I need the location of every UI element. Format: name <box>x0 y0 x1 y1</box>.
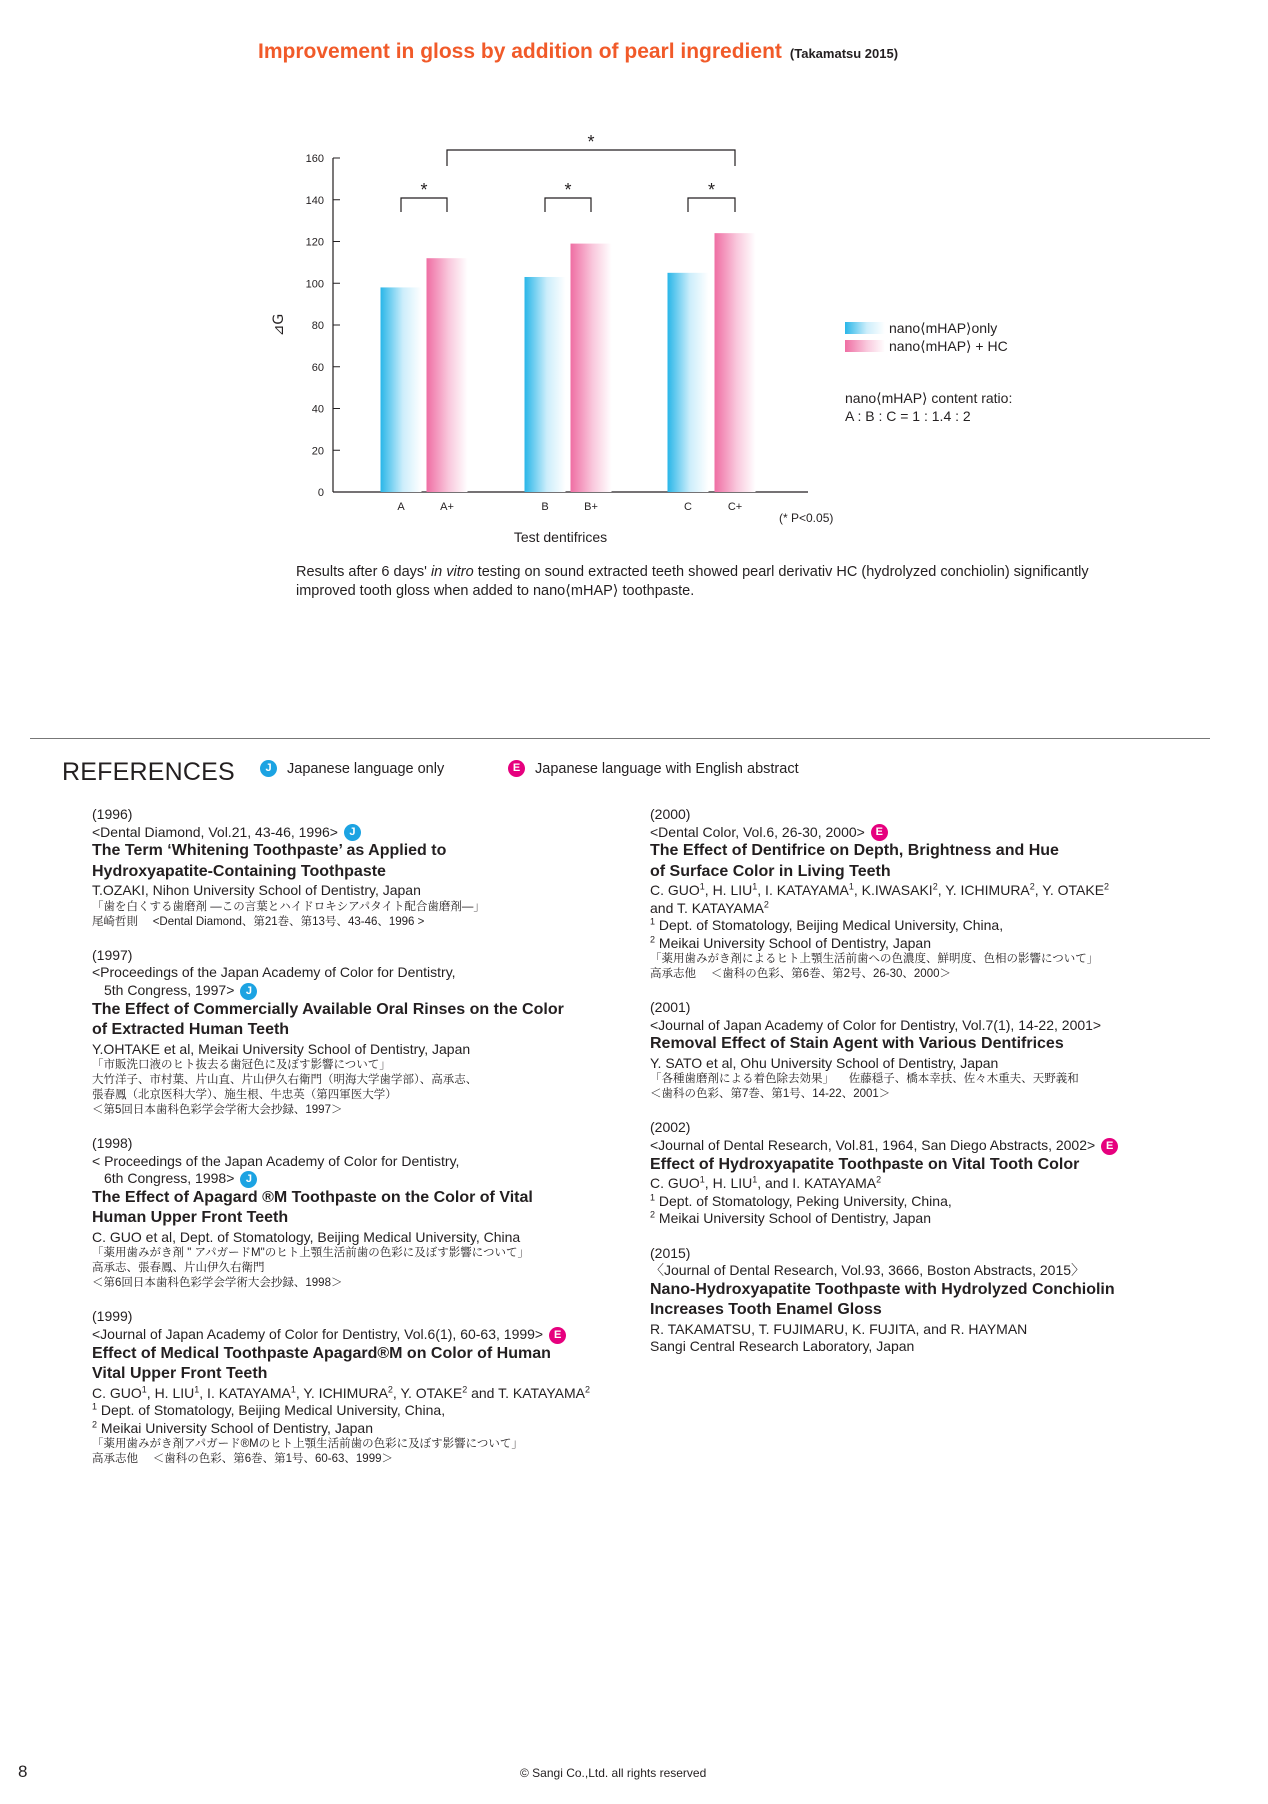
j-badge-icon: J <box>240 1171 257 1188</box>
significance-bracket <box>401 198 447 212</box>
reference-year: (1997) <box>92 946 133 963</box>
reference-affiliation: $^1$ Dept. of Stomatology, Beijing Medical University, China, <box>92 1401 446 1419</box>
references-right-column <box>650 806 1210 1373</box>
bar-b <box>525 277 566 492</box>
reference-title: Vital Upper Front Teeth <box>92 1365 268 1383</box>
significance-bracket <box>688 198 735 212</box>
reference-japanese-text: 「薬用歯みがき剤アパガード®Mのヒト上顎生活前歯の色彩に及ぼす影響について」 <box>92 1438 523 1451</box>
x-tick-label: B <box>541 501 549 513</box>
significance-star: * <box>420 180 428 200</box>
reference-source: <Proceedings of the Japan Academy of Color for Dentistry, <box>92 964 456 981</box>
references-heading: REFERENCES <box>62 758 235 786</box>
reference-japanese-text: 「市販洗口液のヒト抜去る歯冠色に及ぼす影響について」 <box>92 1059 391 1072</box>
page-number: 8 <box>18 1762 28 1781</box>
y-tick-label: 20 <box>311 445 324 458</box>
chart-caption <box>296 563 1116 601</box>
figure-title-main: Improvement in gloss by addition of pearl ingredient <box>258 40 782 63</box>
reference-year: (1996) <box>92 806 133 822</box>
e-badge-icon: E <box>1101 1138 1118 1155</box>
j-badge-icon: J <box>240 983 257 1000</box>
significance-bracket <box>545 198 591 212</box>
caption-text-end: testing on sound extracted teeth showed pearl derivativ HC (hydrolyzed conchiolin) significantly improved tooth gloss when added to nano⟨mHAP⟩ toothpaste. <box>296 564 1089 599</box>
bar-b-plus <box>571 244 612 492</box>
e-badge-icon: E <box>549 1327 566 1344</box>
reference-title: Removal Effect of Stain Agent with Various Dentifrices <box>650 1035 1064 1053</box>
reference-japanese-text: 「歯を白くする歯磨剤 ―この言葉とハイドロキシアパタイト配合歯磨剤―」 <box>92 900 485 913</box>
reference-entry <box>650 806 1210 982</box>
reference-affiliation: $^1$ Dept. of Stomatology, Peking University, China, <box>650 1191 952 1209</box>
reference-title: The Effect of Dentifrice on Depth, Brightness and Hue <box>650 842 1059 860</box>
reference-japanese-text: 張春鳳（北京医科大学）、施生根、牛忠英（第四軍医大学） <box>92 1089 397 1102</box>
reference-entry <box>650 1245 1210 1356</box>
e-badge-icon: E <box>508 760 525 777</box>
reference-japanese-text: ＜歯科の色彩、第7巻、第1号、14-22、2001＞ <box>650 1088 891 1101</box>
y-tick-label: 160 <box>305 153 324 165</box>
e-badge-icon: E <box>871 824 888 841</box>
reference-japanese-text: 「各種歯磨剤による着色除去効果」 佐藤穏子、橋本幸扶、佐々木重夫、天野義和 <box>650 1073 1079 1086</box>
x-axis-label: Test dentifrices <box>513 529 608 545</box>
x-tick-label: C <box>684 501 692 513</box>
reference-japanese-text: 尾崎哲則 <Dental Diamond、第21巻、第13号、43-46、1996 > <box>92 915 425 928</box>
section-divider <box>30 738 1210 739</box>
reference-source: 〈Journal of Dental Research, Vol.93, 3666, Boston Abstracts, 2015〉 <box>650 1262 1086 1279</box>
legend-swatch-1 <box>845 322 885 334</box>
references-left-column <box>92 806 632 1484</box>
x-tick-label: B+ <box>584 501 598 513</box>
reference-source: <Journal of Dental Research, Vol.81, 1964, San Diego Abstracts, 2002> E <box>650 1137 1210 1155</box>
affiliation-text: Meikai University School of Dentistry, Japan <box>100 1419 373 1436</box>
bar-c-plus <box>715 233 756 492</box>
reference-source-cont: 6th Congress, 1998> J <box>92 1170 632 1188</box>
reference-source: <Dental Color, Vol.6, 26-30, 2000> E <box>650 824 1210 842</box>
reference-title: Increases Tooth Enamel Gloss <box>650 1301 882 1319</box>
legend-english-abstract <box>508 760 799 777</box>
reference-entry <box>92 806 632 930</box>
x-tick-label: A+ <box>440 501 454 513</box>
reference-entry <box>92 1308 632 1467</box>
reference-year: (2001) <box>650 999 691 1016</box>
reference-title: The Term ‘Whitening Toothpaste’ as Applied to <box>92 842 447 860</box>
reference-japanese-text: 「薬用歯みがき剤によるヒト上顎生活前歯への色濃度、鮮明度、色相の影響について」 <box>650 953 1099 966</box>
reference-title: The Effect of Commercially Available Oral Rinses on the Color <box>92 1000 564 1018</box>
reference-authors: C. GUO$^1$, H. LIU$^1$, I. KATAYAMA$^1$, Y. ICHIMURA$^2$, Y. OTAKE$^2$ and T. KATAYAMA$^2$ <box>92 1384 590 1401</box>
reference-entry <box>92 947 632 1118</box>
reference-affiliation: $^2$ Meikai University School of Dentistry, Japan <box>650 934 931 951</box>
reference-authors: Y. SATO et al, Ohu University School of Dentistry, Japan <box>650 1054 999 1071</box>
reference-source: <Journal of Japan Academy of Color for Dentistry, Vol.6(1), 60-63, 1999> E <box>92 1326 632 1344</box>
reference-year: (2015) <box>650 1244 691 1261</box>
reference-affiliation: $^1$ Dept. of Stomatology, Beijing Medical University, China, <box>650 916 1004 934</box>
reference-title: Nano-Hydroxyapatite Toothpaste with Hydrolyzed Conchiolin <box>650 1280 1115 1298</box>
reference-japanese-text: 高承志他 ＜歯科の色彩、第6巻、第1号、60-63、1999＞ <box>92 1453 393 1466</box>
reference-title: Hydroxyapatite-Containing Toothpaste <box>92 862 386 880</box>
reference-authors: T.OZAKI, Nihon University School of Dentistry, Japan <box>92 882 421 899</box>
y-tick-label: 100 <box>305 278 324 291</box>
legend-label-2: nano⟨mHAP⟩ + HC <box>889 338 1008 354</box>
reference-year: (2000) <box>650 806 691 822</box>
reference-japanese-text: 大竹洋子、市村葉、片山直、片山伊久右衛門（明海大学歯学部）、高承志、 <box>92 1074 478 1087</box>
reference-affiliation: Sangi Central Research Laboratory, Japan <box>650 1338 915 1355</box>
affiliation-text: Dept. of Stomatology, Beijing Medical University, China, <box>658 917 1004 934</box>
affiliation-text: Dept. of Stomatology, Beijing Medical University, China, <box>100 1402 446 1419</box>
affiliation-text: Dept. of Stomatology, Peking University, China, <box>658 1192 952 1209</box>
significance-star: * <box>564 180 572 200</box>
reference-title: Effect of Hydroxyapatite Toothpaste on Vital Tooth Color <box>650 1155 1080 1173</box>
j-badge-icon: J <box>344 824 361 841</box>
reference-title: Effect of Medical Toothpaste Apagard®M on Color of Human <box>92 1344 551 1362</box>
reference-entry <box>650 999 1210 1102</box>
significance-star: * <box>707 180 716 200</box>
reference-japanese-text: 「薬用歯みがき剤 " アパガードM"のヒト上顎生活前歯の色彩に及ぼす影響について」 <box>92 1247 529 1260</box>
reference-japanese-text: 高承志、張春鳳、片山伊久右衛門 <box>92 1262 265 1275</box>
legend-label-1: nano⟨mHAP⟩only <box>889 320 998 336</box>
y-tick-label: 0 <box>317 487 324 499</box>
y-tick-label: 120 <box>305 236 324 249</box>
x-tick-label: C+ <box>727 501 743 513</box>
reference-year: (1998) <box>92 1135 133 1152</box>
y-tick-label: 40 <box>311 403 324 416</box>
reference-title: Human Upper Front Teeth <box>92 1209 289 1227</box>
significance-star: * <box>587 132 595 152</box>
legend-swatch-2 <box>845 340 885 352</box>
reference-japanese-text: ＜第6回日本歯科色彩学会学術大会抄録、1998＞ <box>92 1277 343 1290</box>
bar-chart <box>0 0 1268 560</box>
reference-japanese-text: 高承志他 ＜歯科の色彩、第6巻、第2号、26-30、2000＞ <box>650 968 951 981</box>
ratio-label: nano⟨mHAP⟩ content ratio: <box>845 390 1013 406</box>
reference-authors: Y.OHTAKE et al, Meikai University School of Dentistry, Japan <box>92 1040 471 1057</box>
reference-entry <box>92 1135 632 1291</box>
affiliation-text: Meikai University School of Dentistry, Japan <box>658 934 931 951</box>
reference-source-cont: 5th Congress, 1997> J <box>92 982 632 1000</box>
reference-authors: C. GUO$^1$, H. LIU$^1$, and I. KATAYAMA$^2$ <box>650 1174 882 1192</box>
y-tick-label: 80 <box>311 320 324 332</box>
significance-bracket <box>447 150 735 166</box>
reference-japanese-text: ＜第5回日本歯科色彩学会学術大会抄録、1997＞ <box>92 1104 343 1117</box>
reference-authors: R. TAKAMATSU, T. FUJIMARU, K. FUJITA, and R. HAYMAN <box>650 1320 1028 1337</box>
reference-source: <Dental Diamond, Vol.21, 43-46, 1996> J <box>92 824 632 842</box>
reference-year: (1999) <box>92 1308 133 1325</box>
reference-title: of Surface Color in Living Teeth <box>650 862 891 880</box>
reference-year: (2002) <box>650 1119 691 1136</box>
y-tick-label: 140 <box>305 194 324 207</box>
caption-italic: in vitro <box>430 564 474 580</box>
legend-e-label: Japanese language with English abstract <box>535 760 799 777</box>
significance-note: (* P<0.05) <box>779 511 834 525</box>
legend-j-label: Japanese language only <box>287 760 445 777</box>
reference-source: < Proceedings of the Japan Academy of Color for Dentistry, <box>92 1152 460 1169</box>
reference-affiliation: $^2$ Meikai University School of Dentistry, Japan <box>650 1209 931 1227</box>
reference-entry <box>650 1119 1210 1227</box>
j-badge-icon: J <box>260 760 277 777</box>
ratio-value: A : B : C = 1 : 1.4 : 2 <box>845 408 971 424</box>
affiliation-text: Meikai University School of Dentistry, Japan <box>658 1210 931 1227</box>
caption-text-start: Results after 6 days' <box>296 564 431 580</box>
bar-c <box>668 273 709 492</box>
reference-authors: C. GUO$^1$, H. LIU$^1$, I. KATAYAMA$^1$, K.IWASAKI$^2$, Y. ICHIMURA$^2$, Y. OTAKE$^2$ and T. KATAYAMA$^2$ <box>650 881 1110 916</box>
legend-japanese-only <box>260 760 444 777</box>
reference-title: of Extracted Human Teeth <box>92 1021 290 1039</box>
copyright: © Sangi Co.,Ltd. all rights reserved <box>520 1766 707 1780</box>
bar-a-plus <box>427 258 468 492</box>
figure-title-citation: (Takamatsu 2015) <box>789 46 899 61</box>
reference-authors: C. GUO et al, Dept. of Stomatology, Beijing Medical University, China <box>92 1228 521 1245</box>
y-tick-label: 60 <box>311 361 324 374</box>
reference-affiliation: $^2$ Meikai University School of Dentistry, Japan <box>92 1419 373 1436</box>
reference-title: The Effect of Apagard ®M Toothpaste on the Color of Vital <box>92 1188 533 1206</box>
y-axis-label: ⊿G <box>271 313 287 337</box>
reference-source: <Journal of Japan Academy of Color for Dentistry, Vol.7(1), 14-22, 2001> <box>650 1016 1102 1033</box>
bar-a <box>381 287 422 492</box>
x-tick-label: A <box>397 501 405 513</box>
